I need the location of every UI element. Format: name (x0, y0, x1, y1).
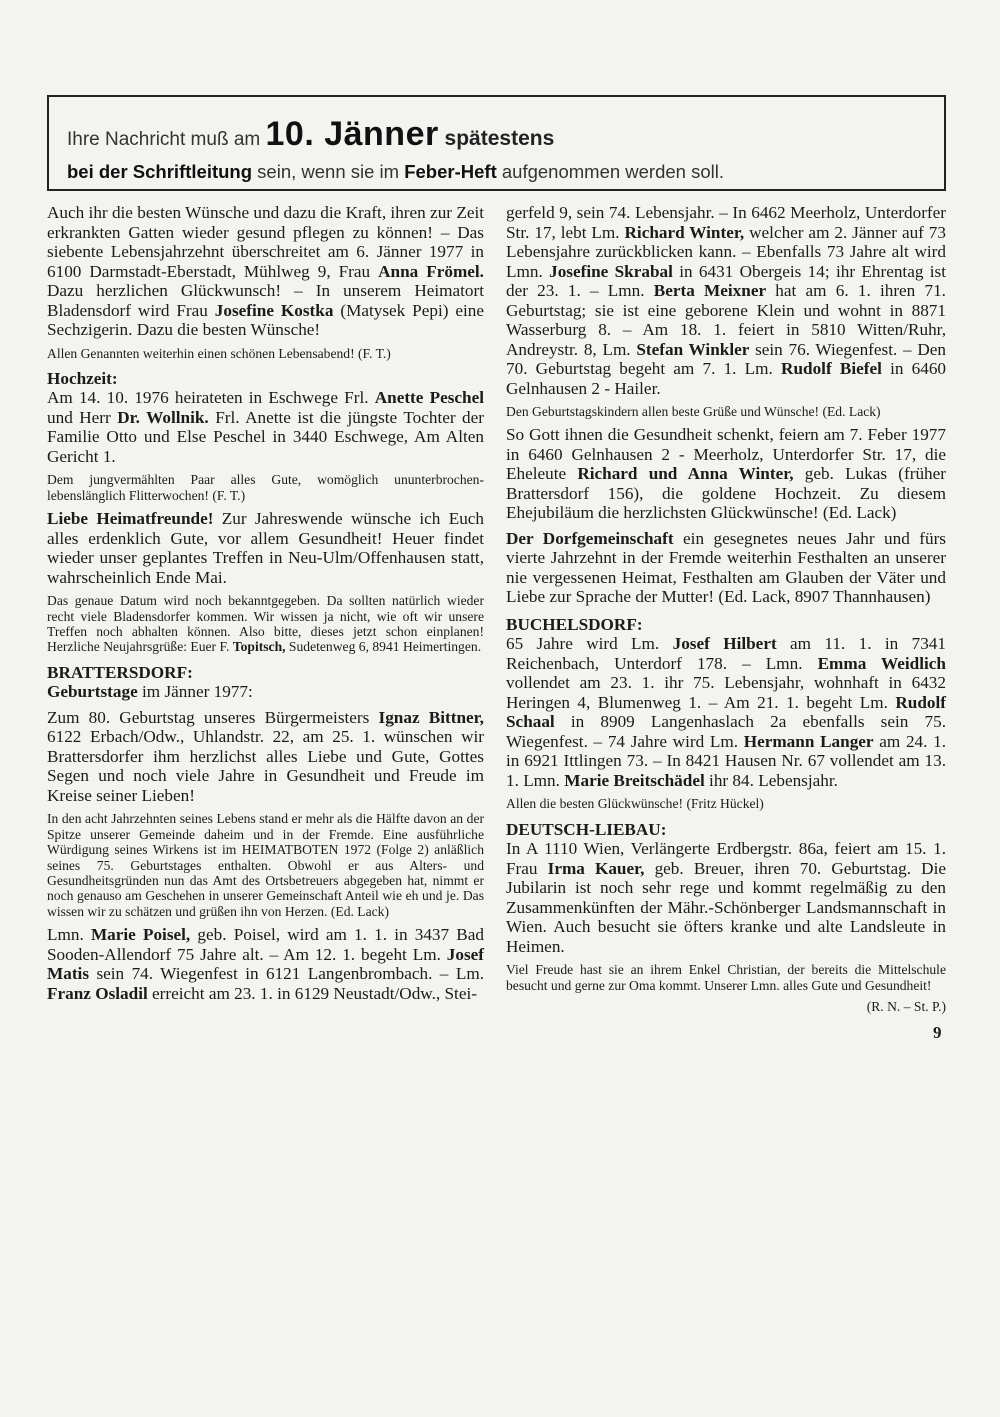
bold-name: Marie Breitschädel (564, 770, 705, 790)
text-run: Zur Jahreswende wünsche ich Euch alles erdenklich Gute, vor allem Gesundheit! Heuer findet wieder unser geplantes Treffen in Neu-Ulm/Offenhausen statt, wahrscheinlich Ende Mai. (47, 509, 485, 587)
section-heading (506, 615, 946, 635)
bold-name: Josef Matis (47, 944, 484, 984)
text-run: In A 1110 Wien, Verlängerte Erdbergstr. 86a, feiert am 15. 1. Frau (506, 839, 946, 878)
text-run: In den acht Jahrzehnten seines Lebens stand er mehr als die Hälfte davon an der Spitze unserer Gemeinde daheim und in der Fremde. Eine ausführliche Würdigung seines Wirkens ist im HEIMATBOTEN 1972 (Folge 2) anläßlich seines 75. Geburtstages enthalten. Obwohl er aus Alters- und Gesundheitsgründen nun das Amt des Ortsbetreuers abgegeben hat, nimmt er noch genauso am Geschehen in unserer Gemeinschaft Anteil wie eh und je. Das wissen wir zu schätzen und grüßen ihn von Herzen. (Ed. Lack) (47, 811, 484, 919)
paragraph (47, 925, 484, 1003)
bold-name: Topitsch, (232, 639, 286, 655)
section-heading (506, 820, 946, 840)
text-run: Viel Freude hast sie an ihrem Enkel Christian, der bereits die Mittelschule besucht und gerne zur Oma kommt. Unserer Lmn. alles Gute und Gesundheit! (506, 962, 946, 993)
notice-line-2 (67, 161, 724, 183)
bold-name: Liebe Heimatfreunde! (47, 509, 214, 529)
paragraph (47, 346, 484, 361)
text-run: Hochzeit: (47, 368, 118, 388)
text-run: So Gott ihnen die Gesundheit schenkt, feiern am 7. Feber 1977 in 6460 Gelnhausen 2 - Meerholz, Unterdorfer Str. 17, die Eheleute (506, 425, 946, 484)
paragraph (47, 388, 484, 466)
text-run: am 11. 1. in 7341 Reichenbach, Unterdorf 178. – Lmn. (506, 634, 946, 673)
left-column (47, 203, 484, 1009)
text-run: BUCHELSDORF: (506, 614, 643, 634)
right-column (506, 203, 946, 1021)
text-run: geb. Breuer, ihren 70. Geburtstag. Die Jubilarin ist noch sehr rege und kommt regelmäßig zu den Zusammenkünften der Mähr.-Schönberger Landsmannschaft in Wien. Auch besucht sie öfters kranke und alte Landsleute in Heimen. (506, 858, 946, 956)
text-run: Dazu herzlichen Glückwunsch! – In unserem Heimatort Bladensdorf wird Frau (47, 281, 484, 320)
paragraph (47, 509, 484, 587)
bold-name: Hermann Langer (743, 731, 874, 751)
text-run: Auch ihr die besten Wünsche und dazu die Kraft, ihren zur Zeit erkrankten Gatten wieder gesund pflegen zu können! – Das siebente Lebensjahrzehnt überschreitet am 6. Jänner 1977 in 6100 Darmstadt-Eberstadt, Mühlweg 9, Frau (47, 203, 484, 281)
text-run: Sudetenweg 6, 8941 Heimertingen. (285, 639, 482, 655)
bold-name: Geburtstage (47, 682, 138, 702)
text-run: (Matysek Pepi) eine Sechzigerin. Dazu die besten Wünsche! (47, 300, 484, 339)
bold-name: Marie Poisel, (90, 925, 191, 945)
text-run: (R. N. – St. P.) (866, 999, 946, 1015)
notice-text-bold: bei der Schriftleitung (67, 161, 253, 182)
text-run: am 24. 1. in 6921 Ittlingen 73. – In 8421 Hausen Nr. 67 vollendet am 13. 1. Lmn. (506, 731, 947, 790)
page-number: 9 (933, 1023, 942, 1042)
notice-text-bold: spätestens (438, 127, 555, 150)
text-run: Allen Genannten weiterhin einen schönen Lebensabend! (F. T.) (47, 345, 391, 361)
bold-name: Josefine Kostka (214, 300, 334, 320)
paragraph (47, 203, 484, 340)
paragraph (506, 962, 946, 993)
bold-name: Rudolf Schaal (506, 692, 946, 732)
text-run: Allen die besten Glückwünsche! (Fritz Hückel) (506, 796, 764, 812)
section-heading (47, 663, 484, 683)
text-run: Dem jungvermählten Paar alles Gute, womöglich ununterbrochen-lebenslänglich Flitterwochen! (F. T.) (47, 472, 484, 503)
paragraph (506, 796, 946, 811)
text-run: hat am 6. 1. ihren 71. Geburtstag; sie ist eine geborene Klein und wohnt in 8871 Wasserburg 8. – Am 18. 1. feiert in 5810 Witten/Ruhr, Andreystr. 8, Lm. (506, 281, 946, 359)
bold-name: Franz Osladil (47, 983, 148, 1003)
notice-text: Ihre Nachricht muß am (67, 129, 266, 150)
bold-name: Der Dorfgemeinschaft (506, 528, 674, 548)
paragraph (506, 203, 946, 398)
paragraph (47, 708, 484, 806)
text-run: DEUTSCH-LIEBAU: (506, 819, 667, 839)
text-run: welcher am 2. Jänner auf 73 Lebensjahre zurückblicken kann. – Ebenfalls 73 Jahre alt wird Lmn. (506, 222, 946, 281)
bold-name: Josef Hilbert (672, 634, 777, 654)
paragraph (47, 593, 484, 655)
notice-line-1 (67, 115, 554, 154)
text-run: geb. Poisel, wird am 1. 1. in 3437 Bad Sooden-Allendorf 75 Jahre alt. – Am 12. 1. begeht Lm. (47, 925, 484, 964)
text-run: Zum 80. Geburtstag unseres Bürgermeisters (47, 707, 379, 727)
text-run: Den Geburtstagskindern allen beste Grüße und Wünsche! (Ed. Lack) (506, 404, 881, 419)
text-run: in 8909 Langenhaslach 2a ebenfalls sein 75. Wiegenfest. – 74 Jahre wird Lm. (506, 712, 946, 751)
text-run: Am 14. 10. 1976 heirateten in Eschwege Frl. (47, 388, 375, 408)
paragraph (506, 404, 946, 419)
text-run: Das genaue Datum wird noch bekanntgegeben. Da sollten natürlich wieder recht viele Bladensdorfer kommen. Wir wissen ja nicht, wie oft wir unsere Treffen noch abhalten können. Also bitte, dieses jetzt schon einplanen! Herzliche Neujahrsgrüße: Euer F. (47, 593, 484, 655)
text-run: vollendet am 23. 1. ihr 75. Lebensjahr, wohnhaft in 6432 Heringen 4, Blumenweg 1. – Am 21. 1. begeht Lm. (506, 673, 946, 712)
bold-name: Irma Kauer, (547, 858, 645, 878)
section-heading (47, 369, 484, 389)
signature (506, 999, 946, 1014)
paragraph (47, 682, 484, 702)
text-run: Lmn. (47, 925, 91, 945)
text-run: 6122 Erbach/Odw., Uhlandstr. 22, am 25. 1. wünschen wir Brattersdorfer ihm herzlichst alles Liebe und Gute, Gottes Segen und noch viele Jahre in Gesundheit und Freude im Kreise seiner Lieben! (47, 727, 484, 805)
bold-name: Josefine Skrabal (549, 261, 673, 281)
text-run: sein 76. Wiegenfest. – Den 70. Geburtstag begeht am 7. 1. Lm. (506, 339, 946, 378)
bold-name: Anette Peschel (374, 388, 484, 408)
text-run: in 6460 Gelnhausen 2 - Hailer. (506, 359, 947, 398)
notice-text: aufgenommen werden soll. (496, 161, 725, 182)
text-run: gerfeld 9, sein 74. Lebensjahr. – In 6462 Meerholz, Unterdorfer Str. 17, lebt Lm. (506, 203, 946, 242)
paragraph (47, 472, 484, 503)
text-run: in 6431 Obergeis 14; ihr Ehrentag ist der 23. 1. – Lmn. (506, 261, 946, 300)
text-run: und Herr (47, 407, 118, 427)
notice-date: 10. Jänner (265, 115, 439, 153)
bold-name: Richard und Anna Winter, (577, 464, 794, 484)
paragraph (47, 811, 484, 919)
text-run: ein gesegnetes neues Jahr und fürs vierte Jahrzehnt in der Fremde weiterhin Festhalten an unserer nie vergessenen Heimat, Festhalten am Glauben der Väter und Liebe zur Sprache der Mutter! (Ed. Lack, 8907 Thannhausen) (506, 528, 946, 607)
bold-name: Stefan Winkler (636, 339, 750, 359)
bold-name: Richard Winter, (624, 222, 745, 242)
bold-name: Anna Frömel. (378, 261, 484, 281)
text-run: erreicht am 23. 1. in 6129 Neustadt/Odw., Stei- (147, 983, 477, 1003)
text-run: BRATTERSDORF: (47, 662, 193, 682)
bold-name: Dr. Wollnik. (117, 407, 209, 427)
deadline-notice-box (47, 95, 946, 191)
text-run: Frl. Anette ist die jüngste Tochter der Familie Otto und Else Peschel in 3440 Eschwege, Am Alten Gericht 1. (47, 407, 484, 466)
paragraph (506, 529, 946, 607)
text-run: im Jänner 1977: (137, 682, 253, 702)
text-run: sein 74. Wiegenfest in 6121 Langenbrombach. – Lm. (89, 964, 484, 984)
bold-name: Ignaz Bittner, (378, 707, 484, 727)
bold-name: Emma Weidlich (817, 653, 946, 673)
paragraph (506, 634, 946, 790)
paragraph (506, 425, 946, 523)
notice-text-bold: Feber-Heft (404, 161, 497, 182)
text-run: geb. Lukas (früher Brattersdorf 156), die goldene Hochzeit. Zu diesem Ehejubiläum die herzlichsten Glückwünsche! (Ed. Lack) (506, 464, 947, 523)
text-run: 65 Jahre wird Lm. (506, 634, 673, 654)
bold-name: Berta Meixner (653, 281, 767, 300)
text-run: ihr 84. Lebensjahr. (704, 770, 838, 790)
notice-text: sein, wenn sie im (252, 161, 405, 182)
bold-name: Rudolf Biefel (781, 359, 882, 378)
paragraph (506, 839, 946, 956)
